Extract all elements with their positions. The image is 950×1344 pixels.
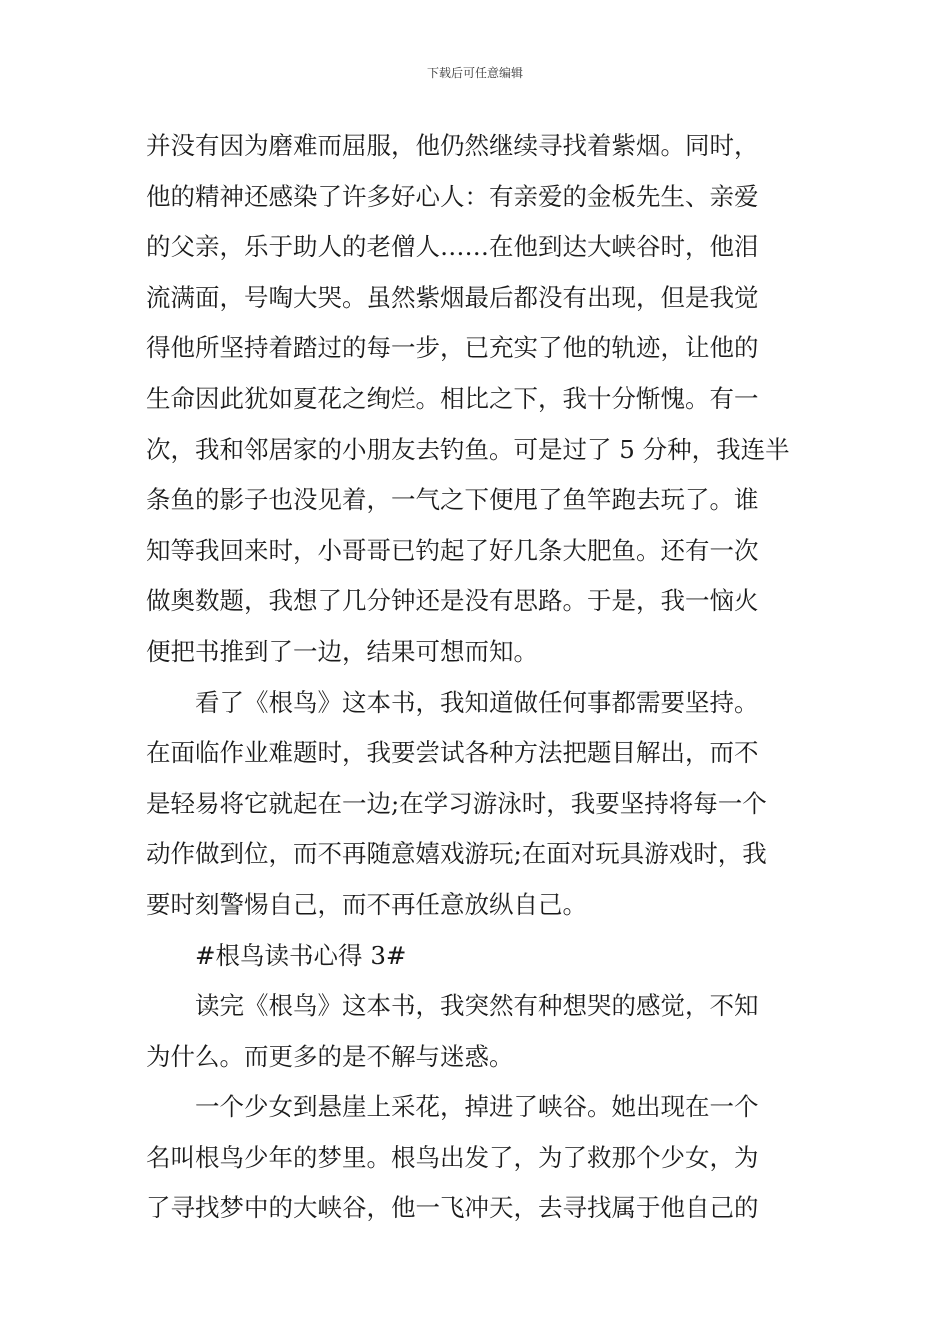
- text-line: 为什么。而更多的是不解与迷惑。: [146, 1041, 514, 1071]
- paragraph-first-line: 读完《根鸟》这本书，我突然有种想哭的感觉，不知: [195, 991, 759, 1021]
- text-line: 做奥数题，我想了几分钟还是没有思路。于是，我一恼火: [146, 586, 759, 616]
- text-line: 的父亲，乐于助人的老僧人……在他到达大峡谷时，他泪: [146, 232, 759, 262]
- paragraph-first-line: 一个少女到悬崖上采花，掉进了峡谷。她出现在一个: [195, 1092, 759, 1122]
- page-header: 下载后可任意编辑: [426, 66, 523, 80]
- text-line: 得他所坚持着踏过的每一步，已充实了他的轨迹，让他的: [146, 333, 759, 363]
- text-line: 次，我和邻居家的小朋友去钓鱼。可是过了 5 分种，我连半: [146, 434, 790, 464]
- text-line: 了寻找梦中的大峡谷，他一飞冲天，去寻找属于他自己的: [146, 1193, 759, 1223]
- text-line: 并没有因为磨难而屈服，他仍然继续寻找着紫烟。同时，: [146, 131, 759, 160]
- text-line: 要时刻警惕自己，而不再任意放纵自己。: [146, 889, 587, 919]
- paragraph-first-line: 看了《根鸟》这本书，我知道做任何事都需要坚持。: [195, 687, 759, 717]
- document-body: [146, 121, 810, 1234]
- text-line: 在面临作业难题时，我要尝试各种方法把题目解出，而不: [146, 738, 759, 768]
- text-line: 流满面，号啕大哭。虽然紫烟最后都没有出现，但是我觉: [146, 282, 759, 312]
- text-line: 他的精神还感染了许多好心人：有亲爱的金板先生、亲爱: [146, 181, 759, 211]
- text-line: 动作做到位，而不再随意嬉戏游玩;在面对玩具游戏时，我: [146, 839, 767, 869]
- text-line: 生命因此犹如夏花之绚烂。相比之下，我十分惭愧。有一: [146, 383, 759, 413]
- section-heading: #根鸟读书心得 3#: [195, 940, 407, 970]
- text-line: 条鱼的影子也没见着，一气之下便甩了鱼竿跑去玩了。谁: [146, 485, 759, 515]
- text-line: 名叫根鸟少年的梦里。根鸟出发了，为了救那个少女，为: [146, 1142, 759, 1172]
- text-line: 便把书推到了一边，结果可想而知。: [146, 636, 538, 666]
- text-line: 是轻易将它就起在一边;在学习游泳时，我要坚持将每一个: [146, 788, 767, 818]
- text-line: 知等我回来时，小哥哥已钓起了好几条大肥鱼。还有一次: [146, 535, 759, 565]
